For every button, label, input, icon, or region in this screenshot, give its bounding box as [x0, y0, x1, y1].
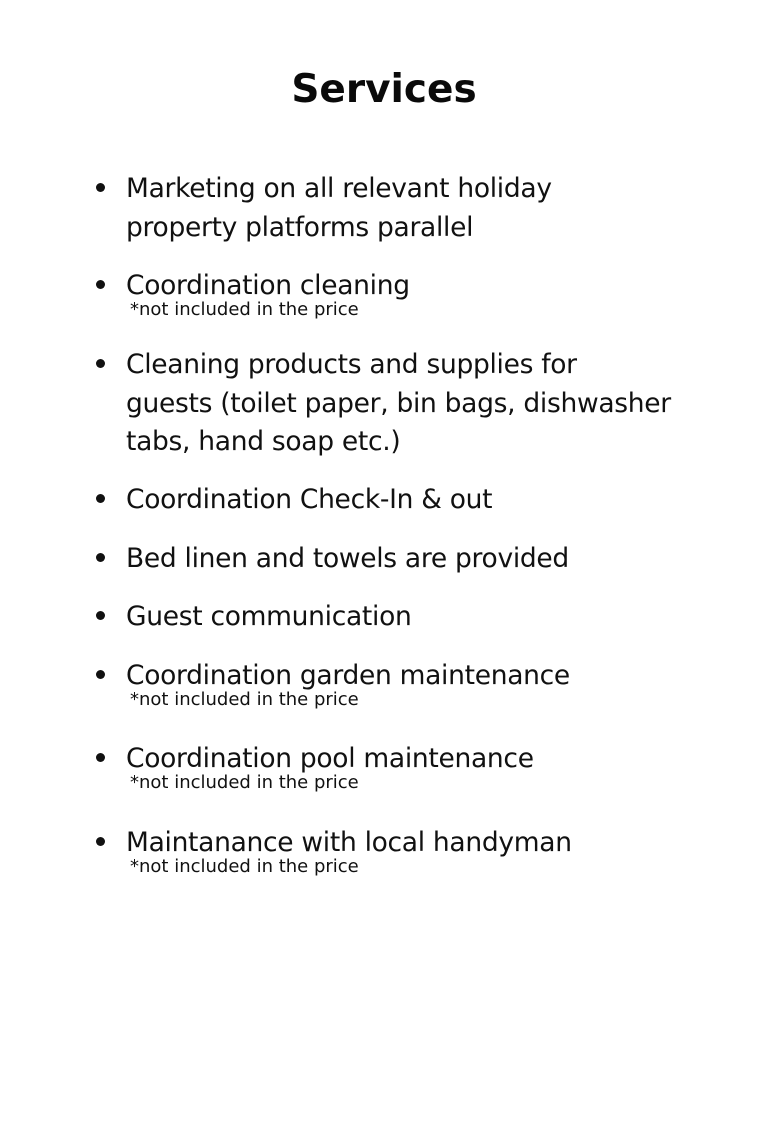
item-line: Guest communication — [126, 601, 412, 632]
item-text — [126, 481, 716, 520]
bullet-icon — [96, 837, 105, 846]
item-text — [126, 170, 716, 247]
price-note: *not included in the price — [130, 299, 359, 320]
item-line: Coordination cleaning — [126, 270, 410, 301]
bullet-icon — [96, 670, 105, 679]
item-line: Coordination Check-In & out — [126, 484, 493, 515]
bullet-icon — [96, 753, 105, 762]
item-line: Coordination garden maintenance — [126, 660, 570, 691]
price-note: *not included in the price — [130, 689, 359, 710]
item-line: tabs, hand soap etc.) — [126, 426, 401, 457]
bullet-icon — [96, 359, 105, 368]
item-line: Coordination pool maintenance — [126, 743, 534, 774]
bullet-icon — [96, 494, 105, 503]
bullet-icon — [96, 553, 105, 562]
item-line: guests (toilet paper, bin bags, dishwasher — [126, 387, 671, 419]
item-line: Maintanance with local handyman — [126, 827, 572, 858]
bullet-icon — [96, 611, 105, 620]
price-note: *not included in the price — [130, 856, 359, 877]
item-line: Bed linen and towels are provided — [126, 543, 569, 574]
item-text — [126, 598, 716, 637]
bullet-icon — [96, 183, 105, 192]
item-line: Cleaning products and supplies for — [126, 349, 577, 380]
item-text — [126, 540, 716, 579]
price-note: *not included in the price — [130, 772, 359, 793]
item-line: property platforms parallel — [126, 211, 474, 243]
bullet-icon — [96, 280, 105, 289]
item-line: Marketing on all relevant holiday — [126, 173, 552, 204]
item-text — [126, 346, 716, 462]
page-title: Services — [291, 67, 477, 112]
